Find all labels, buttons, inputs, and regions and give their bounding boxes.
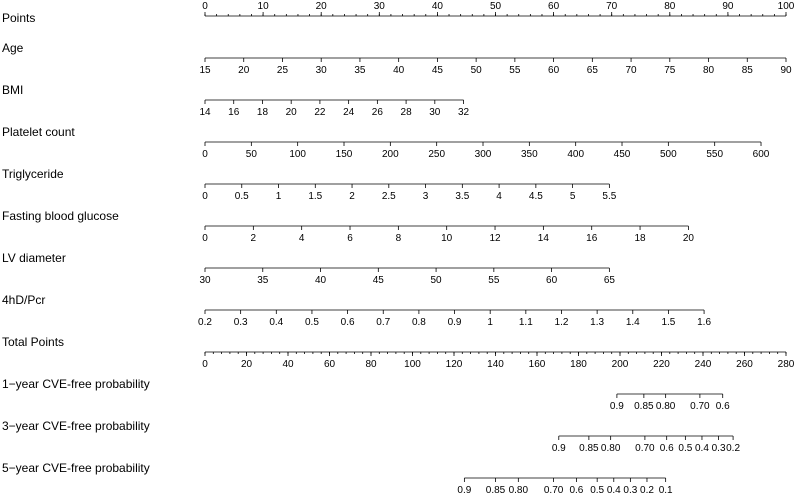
row-total-points [2,335,795,370]
tick-label-3-year-cve-free-probability: 0.6 [659,443,674,454]
row-1-year-cve-free-probability [2,377,730,412]
tick-label-triglyceride: 3.5 [455,191,470,202]
tick-label-platelet-count: 600 [752,149,770,160]
tick-label-platelet-count: 300 [474,149,492,160]
tick-label-points: 10 [257,1,269,12]
tick-label-total-points: 260 [736,359,753,370]
tick-label-5-year-cve-free-probability: 0.80 [508,485,529,494]
tick-label-bmi: 26 [371,107,383,118]
row-label-5-year-cve-free-probability: 5−year CVE-free probability [2,461,150,475]
tick-label-points: 100 [777,1,795,12]
tick-label-age: 35 [354,65,366,76]
tick-label-1-year-cve-free-probability: 0.6 [715,401,730,412]
tick-label-triglyceride: 1 [275,191,282,202]
tick-label-bmi: 20 [285,107,297,118]
tick-label-bmi: 22 [314,107,326,118]
tick-label-total-points: 40 [282,359,294,370]
tick-label-fasting-blood-glucose: 16 [586,233,598,244]
tick-label-5-year-cve-free-probability: 0.3 [623,485,638,494]
tick-label-points: 50 [489,1,502,12]
tick-label-1-year-cve-free-probability: 0.70 [690,401,710,412]
tick-label-age: 70 [625,65,637,76]
tick-label-1-year-cve-free-probability: 0.9 [609,401,624,412]
tick-label-triglyceride: 0 [202,191,208,202]
tick-label-lv-diameter: 65 [603,275,615,286]
tick-label-platelet-count: 0 [202,149,208,160]
tick-label-points: 70 [606,1,618,12]
tick-label-5-year-cve-free-probability: 0.85 [485,485,506,494]
tick-label-bmi: 28 [400,107,412,118]
tick-label-total-points: 20 [240,359,253,370]
tick-label-age: 80 [702,65,715,76]
tick-label-total-points: 180 [570,359,587,370]
tick-label-bmi: 14 [199,107,211,118]
tick-label-platelet-count: 50 [245,149,257,160]
row-label-fasting-blood-glucose: Fasting blood glucose [2,209,119,223]
tick-label-fasting-blood-glucose: 20 [682,233,694,244]
tick-label-4hd-pcr: 1.4 [625,317,640,328]
tick-label-total-points: 200 [611,359,629,370]
row-label-total-points: Total Points [2,335,65,349]
tick-label-bmi: 16 [228,107,240,118]
tick-label-bmi: 24 [343,107,355,118]
tick-label-points: 0 [202,1,208,12]
tick-label-total-points: 160 [528,359,546,370]
tick-label-age: 60 [548,65,560,76]
tick-label-3-year-cve-free-probability: 0.3 [711,443,726,454]
tick-label-triglyceride: 5.5 [602,191,617,202]
tick-label-triglyceride: 3 [422,191,429,202]
tick-label-4hd-pcr: 0.8 [411,317,426,328]
tick-label-age: 45 [431,65,443,76]
row-label-4hd-pcr: 4hD/Pcr [2,293,46,307]
tick-label-fasting-blood-glucose: 8 [395,233,402,244]
tick-label-3-year-cve-free-probability: 0.70 [635,443,655,454]
tick-label-1-year-cve-free-probability: 0.80 [655,401,676,412]
tick-label-5-year-cve-free-probability: 0.5 [590,485,605,494]
tick-label-lv-diameter: 55 [488,275,500,286]
tick-label-age: 55 [509,65,521,76]
row-label-age: Age [2,41,24,55]
tick-label-4hd-pcr: 0.2 [198,317,212,328]
tick-label-5-year-cve-free-probability: 0.1 [658,485,673,494]
tick-label-4hd-pcr: 1.2 [554,317,569,328]
tick-label-fasting-blood-glucose: 14 [537,233,549,244]
row-label-platelet-count: Platelet count [2,125,75,139]
tick-label-3-year-cve-free-probability: 0.2 [726,443,741,454]
tick-label-lv-diameter: 40 [314,275,327,286]
tick-label-age: 85 [741,65,753,76]
tick-label-age: 25 [276,65,289,76]
row-age [2,41,792,76]
tick-label-4hd-pcr: 0.9 [447,317,462,328]
tick-label-lv-diameter: 50 [430,275,442,286]
tick-label-bmi: 32 [457,107,470,118]
row-label-triglyceride: Triglyceride [2,167,64,181]
tick-label-platelet-count: 500 [660,149,677,160]
tick-label-4hd-pcr: 1.6 [697,317,712,328]
tick-label-points: 60 [548,1,560,12]
tick-label-3-year-cve-free-probability: 0.5 [678,443,693,454]
tick-label-3-year-cve-free-probability: 0.9 [551,443,566,454]
tick-label-5-year-cve-free-probability: 0.70 [543,485,564,494]
tick-label-age: 50 [470,65,482,76]
tick-label-total-points: 220 [653,359,670,370]
tick-label-4hd-pcr: 1.3 [590,317,605,328]
row-platelet-count [2,125,770,160]
tick-label-4hd-pcr: 1.1 [518,317,533,328]
tick-label-platelet-count: 400 [567,149,585,160]
row-4hd-pcr [2,293,711,328]
tick-label-platelet-count: 200 [381,149,399,160]
tick-label-points: 90 [722,1,734,12]
tick-label-4hd-pcr: 0.5 [304,317,319,328]
tick-label-4hd-pcr: 0.7 [376,317,391,328]
row-label-bmi: BMI [2,83,24,97]
tick-label-5-year-cve-free-probability: 0.4 [606,485,621,494]
row-label-1-year-cve-free-probability: 1−year CVE-free probability [2,377,150,391]
tick-label-fasting-blood-glucose: 4 [298,233,305,244]
tick-label-age: 90 [780,65,792,76]
tick-label-age: 30 [315,65,327,76]
tick-label-fasting-blood-glucose: 0 [202,233,208,244]
tick-label-total-points: 140 [487,359,504,370]
tick-label-age: 65 [586,65,598,76]
tick-label-1-year-cve-free-probability: 0.85 [634,401,654,412]
tick-label-lv-diameter: 35 [257,275,269,286]
row-bmi [2,83,470,118]
tick-label-4hd-pcr: 1.5 [661,317,676,328]
tick-label-triglyceride: 5 [569,191,576,202]
tick-label-fasting-blood-glucose: 2 [250,233,257,244]
tick-label-points: 40 [431,1,443,12]
tick-label-lv-diameter: 60 [546,275,558,286]
tick-label-platelet-count: 450 [613,149,631,160]
tick-label-platelet-count: 100 [289,149,307,160]
tick-label-age: 75 [664,65,676,76]
tick-label-platelet-count: 150 [335,149,353,160]
tick-label-age: 15 [199,65,211,76]
tick-label-lv-diameter: 30 [199,275,211,286]
tick-label-total-points: 240 [694,359,712,370]
tick-label-bmi: 18 [256,107,269,118]
tick-label-platelet-count: 350 [520,149,538,160]
tick-label-fasting-blood-glucose: 6 [347,233,353,244]
tick-label-triglyceride: 4.5 [528,191,543,202]
tick-label-age: 40 [393,65,405,76]
tick-label-fasting-blood-glucose: 12 [489,233,501,244]
tick-label-triglyceride: 2 [349,191,355,202]
tick-label-fasting-blood-glucose: 18 [634,233,646,244]
tick-label-triglyceride: 0.5 [234,191,249,202]
tick-label-5-year-cve-free-probability: 0.9 [457,485,472,494]
tick-label-4hd-pcr: 1 [487,317,493,328]
tick-label-triglyceride: 4 [496,191,502,202]
row-5-year-cve-free-probability [2,461,673,494]
row-fasting-blood-glucose [2,209,694,244]
tick-label-age: 20 [238,65,250,76]
row-label-lv-diameter: LV diameter [2,251,66,265]
tick-label-bmi: 30 [429,107,441,118]
row-triglyceride [2,167,617,202]
tick-label-total-points: 80 [365,359,377,370]
tick-label-total-points: 120 [445,359,463,370]
row-lv-diameter [2,251,615,286]
row-points [2,1,795,25]
tick-label-points: 30 [373,1,385,12]
tick-label-points: 20 [315,1,327,12]
tick-label-5-year-cve-free-probability: 0.6 [569,485,584,494]
tick-label-4hd-pcr: 0.4 [269,317,284,328]
row-label-3-year-cve-free-probability: 3−year CVE-free probability [2,419,150,433]
tick-label-5-year-cve-free-probability: 0.2 [640,485,654,494]
tick-label-4hd-pcr: 0.3 [233,317,248,328]
tick-label-fasting-blood-glucose: 10 [441,233,453,244]
tick-label-platelet-count: 550 [706,149,724,160]
tick-label-total-points: 100 [404,359,421,370]
tick-label-triglyceride: 1.5 [308,191,323,202]
tick-label-3-year-cve-free-probability: 0.4 [695,443,709,454]
tick-label-lv-diameter: 45 [372,275,384,286]
tick-label-points: 80 [664,1,676,12]
tick-label-platelet-count: 250 [428,149,446,160]
row-label-points: Points [2,11,36,25]
tick-label-total-points: 60 [323,359,336,370]
tick-label-triglyceride: 2.5 [381,191,396,202]
tick-label-total-points: 280 [777,359,795,370]
tick-label-3-year-cve-free-probability: 0.85 [579,443,599,454]
row-3-year-cve-free-probability [2,419,740,454]
tick-label-total-points: 0 [202,359,208,370]
tick-label-4hd-pcr: 0.6 [340,317,355,328]
tick-label-3-year-cve-free-probability: 0.80 [600,443,621,454]
